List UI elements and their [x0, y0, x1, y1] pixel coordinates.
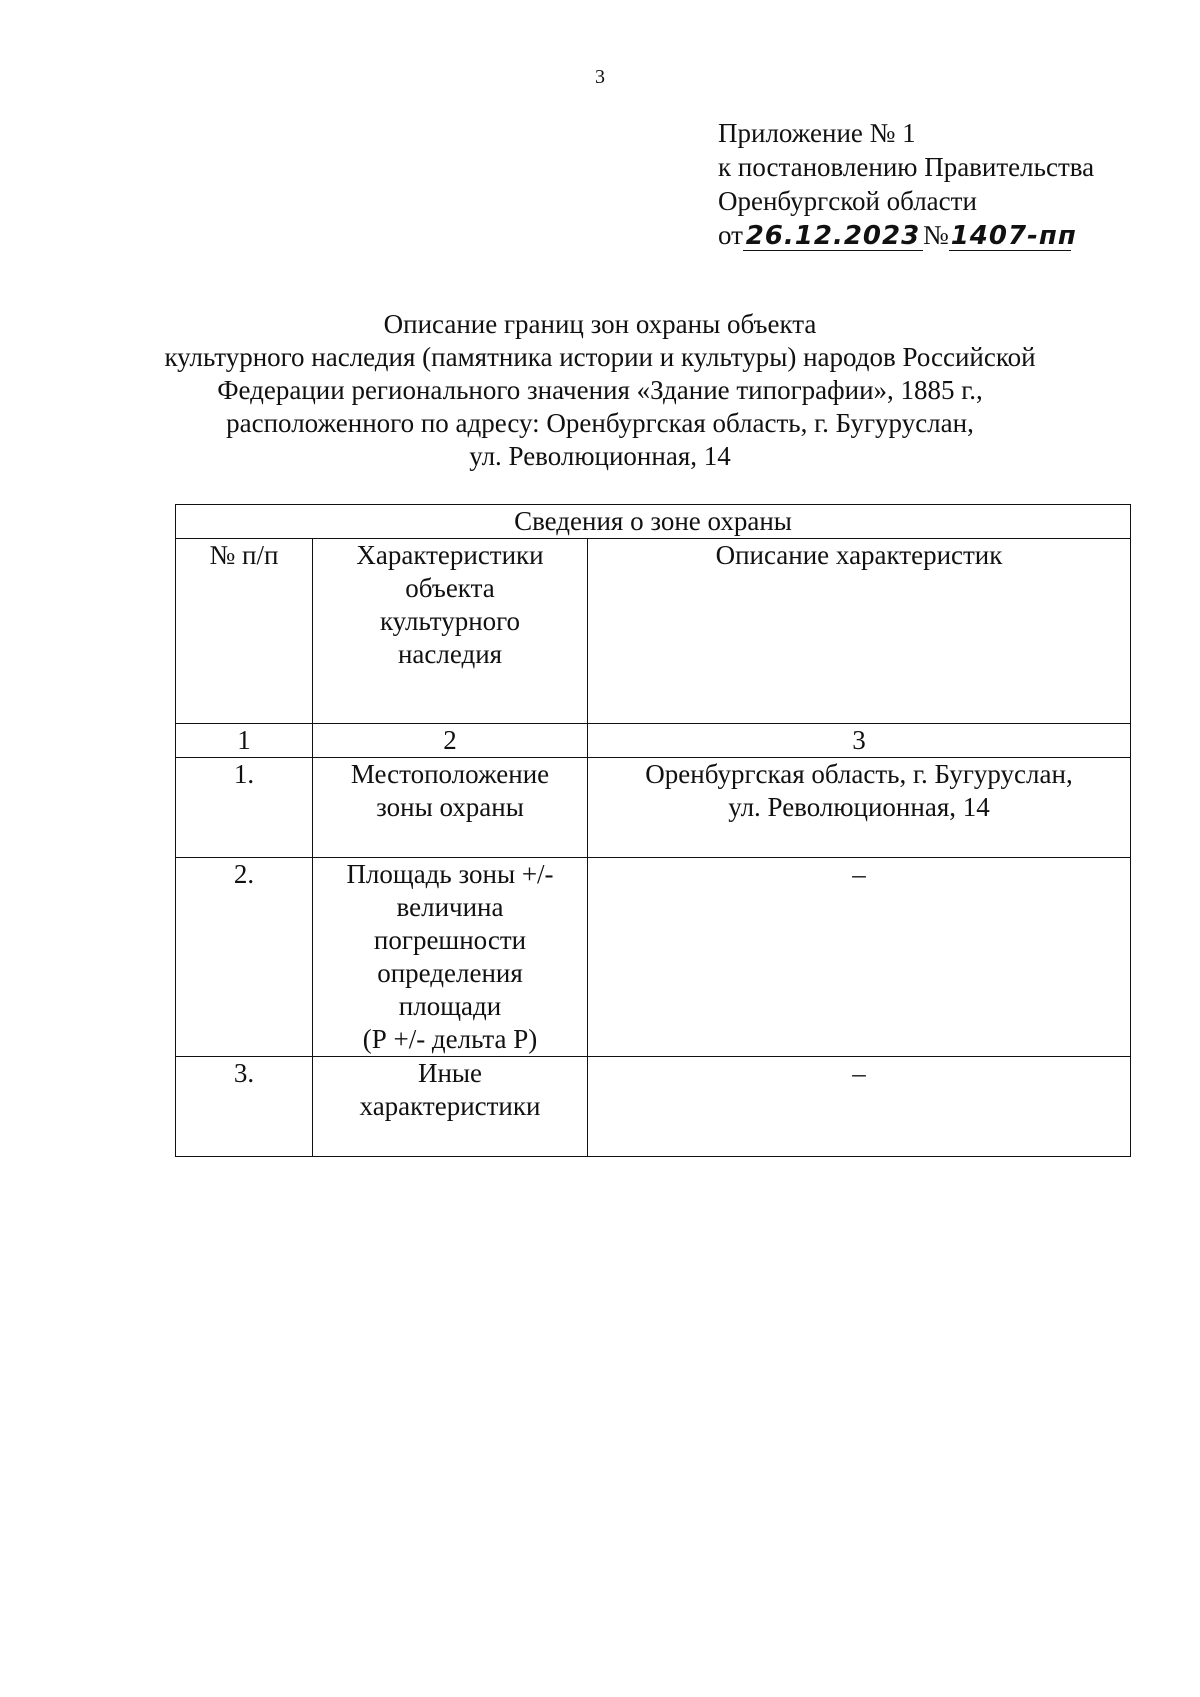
table-row	[176, 1057, 1131, 1157]
header-description: Описание характеристик	[588, 539, 1131, 724]
table-caption-row	[176, 505, 1131, 539]
appendix-date-number-row	[718, 218, 1094, 252]
row-description: Оренбургская область, г. Бугуруслан, ул. Революционная, 14	[588, 758, 1131, 858]
row-characteristic: Площадь зоны +/- величина погрешности определения площади (Р +/- дельта Р)	[313, 858, 588, 1057]
number-label: №	[922, 220, 949, 250]
table-header-row	[176, 539, 1131, 724]
row-number: 2.	[176, 858, 313, 1057]
row-characteristic: Местоположение зоны охраны	[313, 758, 588, 858]
handwritten-date: 26.12.2023	[743, 222, 923, 251]
row-number: 3.	[176, 1057, 313, 1157]
zone-info-table	[175, 504, 1131, 1157]
handwritten-number: 1407-пп	[950, 221, 1077, 251]
page-number: 3	[595, 66, 605, 88]
title-line: Федерации регионального значения «Здание типографии», 1885 г.,	[217, 375, 983, 405]
title-line: ул. Революционная, 14	[469, 441, 731, 471]
table-row	[176, 858, 1131, 1057]
row-number: 1.	[176, 758, 313, 858]
index-cell: 2	[313, 724, 588, 758]
header-number: № п/п	[176, 539, 313, 724]
from-label: от	[718, 220, 743, 250]
row-characteristic: Иные характеристики	[313, 1057, 588, 1157]
appendix-resolution-line: к постановлению Правительства	[718, 152, 1095, 182]
title-line: расположенного по адресу: Оренбургская область, г. Бугуруслан,	[226, 408, 974, 438]
index-cell: 3	[588, 724, 1131, 758]
table-caption: Сведения о зоне охраны	[176, 505, 1131, 539]
appendix-block	[718, 116, 1094, 252]
document-title	[150, 308, 1050, 473]
row-description: –	[588, 858, 1131, 1057]
table-index-row	[176, 724, 1131, 758]
table-row	[176, 758, 1131, 858]
row-description: –	[588, 1057, 1131, 1157]
title-line: культурного наследия (памятника истории и культуры) народов Российской	[164, 342, 1036, 372]
index-cell: 1	[176, 724, 313, 758]
title-line: Описание границ зон охраны объекта	[383, 309, 817, 339]
appendix-region-line: Оренбургской области	[718, 186, 977, 216]
header-characteristics: Характеристики объекта культурного наследия	[313, 539, 588, 724]
appendix-title: Приложение № 1	[718, 118, 916, 148]
